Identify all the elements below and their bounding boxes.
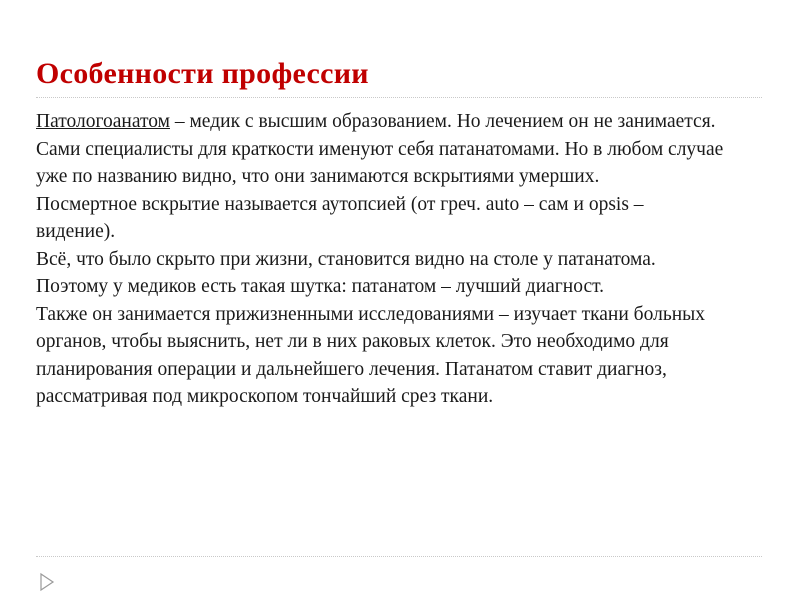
footer-divider (36, 556, 762, 557)
title-divider (36, 97, 762, 98)
paragraph-5: Также он занимается прижизненными исследованиями – изучает ткани больных органов, чтобы выяснить, нет ли в них раковых клеток. Это необходимо для планирования операции и дальнейшего лечения. Патанатом ставит диагноз, рассматривая под микроскопом тончайший срез ткани. (36, 303, 705, 407)
paragraph-1-rest: – медик с высшим образованием. Но лечением он не занимается. (169, 111, 716, 132)
paragraph-1-lead: Патологоанатом (36, 111, 170, 132)
paragraph-1 (36, 108, 726, 136)
paragraph-3: Посмертное вскрытие называется аутопсией (от греч. auto – сам и opsis – видение). (36, 193, 644, 242)
paragraph-2: Сами специалисты для краткости именуют себя патанатомами. Но в любом случае уже по названию видно, что они занимаются вскрытиями умерших. (36, 138, 724, 187)
play-triangle-icon[interactable] (38, 572, 56, 592)
page-title: Особенности профессии (36, 57, 369, 90)
paragraph-4: Всё, что было скрыто при жизни, становится видно на столе у патанатома. Поэтому у медиков есть такая шутка: патанатом – лучший диагност. (36, 248, 656, 297)
slide-body (36, 108, 726, 411)
